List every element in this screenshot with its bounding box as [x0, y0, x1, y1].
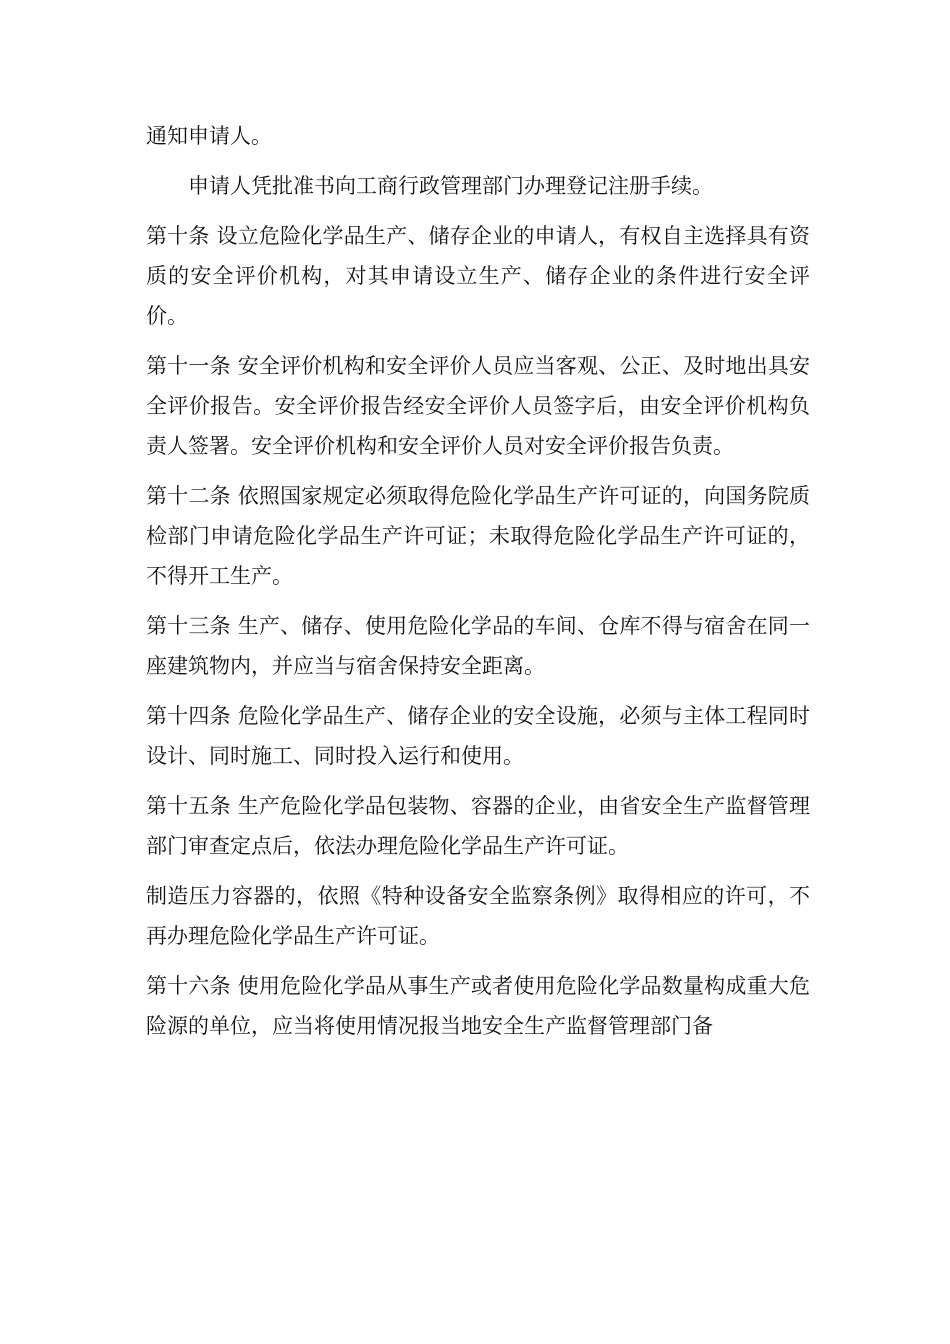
paragraph: 申请人凭批准书向工商行政管理部门办理登记注册手续。 [188, 174, 713, 198]
paragraph: 制造压力容器的，依照《特种设备安全监察条例》取得相应的许可，不再办理危险化学品生产许可证。 [146, 884, 810, 948]
article-12: 第十二条 依照国家规定必须取得危险化学品生产许可证的，向国务院质检部门申请危险化学品生产许可证；未取得危险化学品生产许可证的，不得开工生产。 [146, 484, 810, 588]
paragraph: 通知申请人。 [146, 124, 272, 148]
article-10: 第十条 设立危险化学品生产、储存企业的申请人，有权自主选择具有资质的安全评价机构，对其申请设立生产、储存企业的条件进行安全评价。 [146, 224, 810, 328]
article-14: 第十四条 危险化学品生产、储存企业的安全设施，必须与主体工程同时设计、同时施工、同时投入运行和使用。 [146, 704, 810, 768]
article-16: 第十六条 使用危险化学品从事生产或者使用危险化学品数量构成重大危险源的单位，应当将使用情况报当地安全生产监督管理部门备 [146, 974, 810, 1038]
article-15: 第十五条 生产危险化学品包装物、容器的企业，由省安全生产监督管理部门审查定点后，依法办理危险化学品生产许可证。 [146, 794, 810, 858]
document-page [146, 116, 810, 1056]
article-11: 第十一条 安全评价机构和安全评价人员应当客观、公正、及时地出具安全评价报告。安全评价报告经安全评价人员签字后，由安全评价机构负责人签署。安全评价机构和安全评价人员对安全评价报告负责。 [146, 354, 810, 458]
article-13: 第十三条 生产、储存、使用危险化学品的车间、仓库不得与宿舍在同一座建筑物内，并应当与宿舍保持安全距离。 [146, 614, 810, 678]
